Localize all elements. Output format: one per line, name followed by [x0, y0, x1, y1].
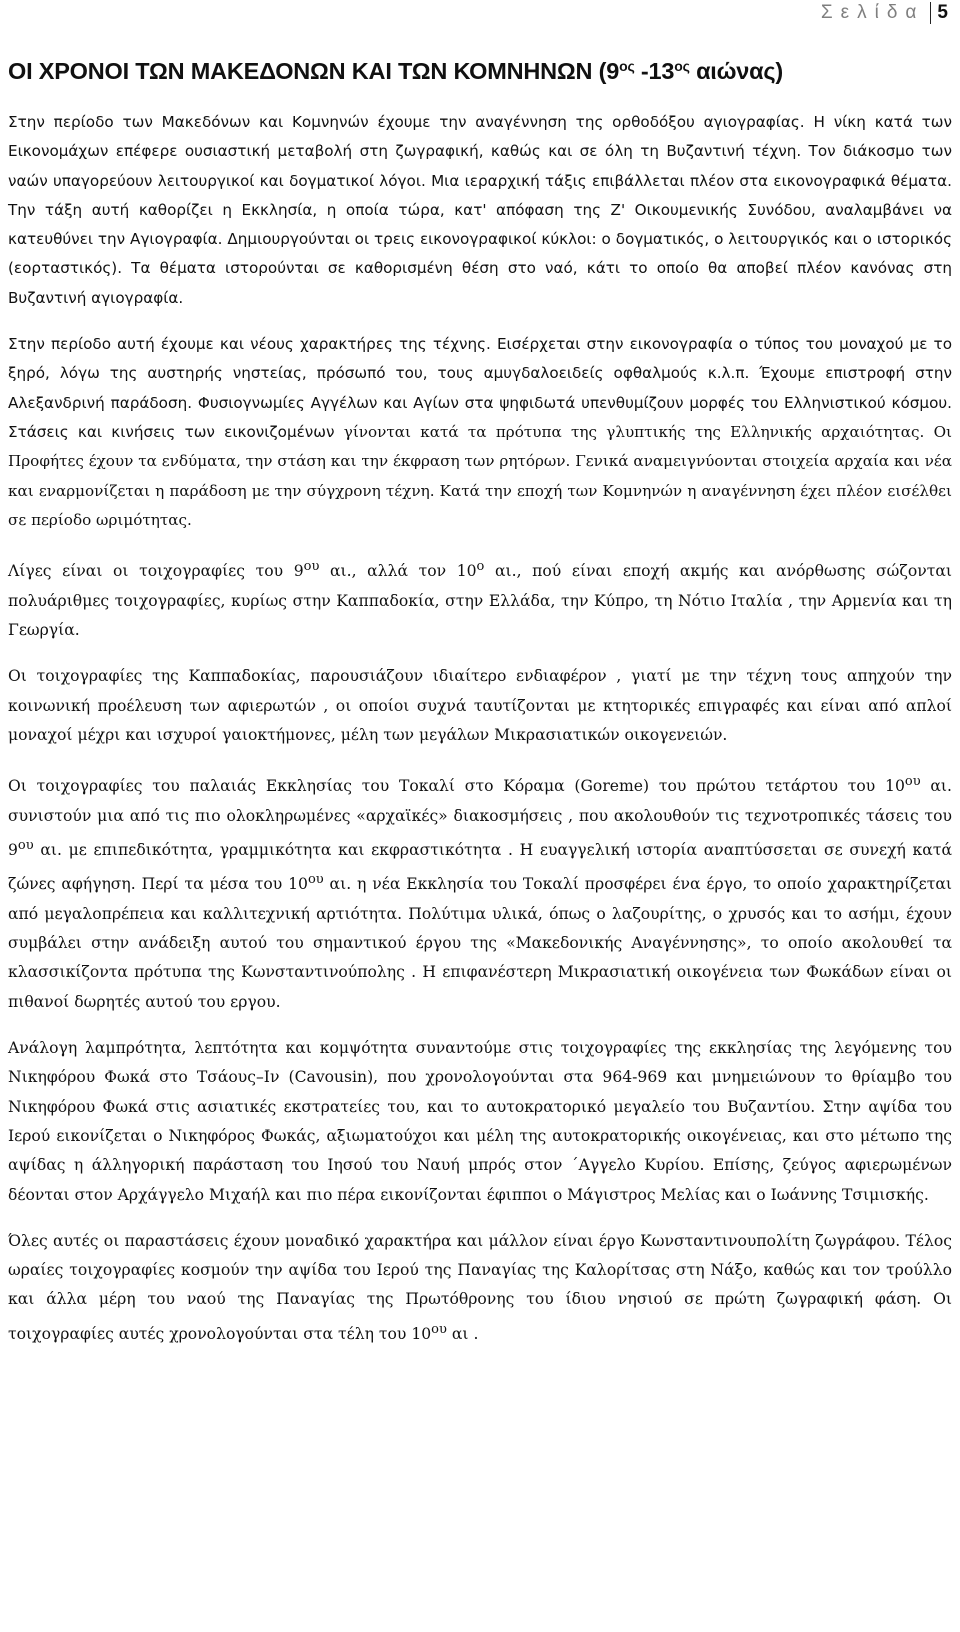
paragraph-text: αι. συνιστούν μια από τις πιο ολοκληρωμένες «αρχαϊκές» διακοσμήσεις , που ακολουθούν τις τεχνοτροπικές τάσεις του 9: [8, 777, 953, 860]
superscript: ο: [476, 559, 485, 575]
paragraph-text: γίνονται κατά τα πρότυπα της γλυπτικής της Ελληνικής αρχαιότητας. Οι Προφήτες έχουν τα ενδύματα, την στάση και την έκφραση των ρητόρων. Γενικά αναμειγνύονται στοιχεία αρχαία και νέα και εναρμονίζεται η παράδοση με την σύγχρονη τέχνη. Κατά την εποχή των Κομνηνών η αναγέννηση έχει πλέον εισέλθει σε περίοδο ωριμότητας.: [8, 422, 952, 529]
paragraph-text: Στην περίοδο αυτή έχουμε και νέους χαρακτήρες της τέχνης. Εισέρχεται στην εικονογραφία ο τύπος του μοναχού με το ξηρό, λόγω της αυστηρής νηστείας, πρόσωπό του, τους αμυγδαλοειδείς οφθαλμούς κ.λ.π. Έχουμε επιστροφή στην Αλεξανδρινή παράδοση. Φυσιογνωμίες Αγγέλων και Αγίων στα ψηφιδωτά υπενθυμίζουν μορφές του Ελληνιστικού κόσμου. Στάσεις και κινήσεις των εικονιζομένων: [8, 335, 952, 441]
paragraph-text: Όλες αυτές οι παραστάσεις έχουν μοναδικό χαρακτήρα και μάλλον είναι έργο Κωνσταντινουπολίτη ζωγράφου. Τέλος ωραίες τοιχογραφίες κοσμούν την αψίδα του Ιερού της Παναγίας της Καλορίτσας στη Νάξο, καθώς και τον τρούλλο και άλλα μέρη του ναού της Παναγίας της Πρωτόθρονης του ίδιου νησιού σε πρώτη ζωγραφική φάση. Οι τοιχογραφίες αυτές χρονολογούνται στα τέλη του 10: [8, 1231, 952, 1343]
document-body: [8, 108, 952, 1366]
header-divider: [930, 2, 931, 24]
paragraph-text: αι .: [446, 1324, 479, 1343]
superscript: ου: [307, 872, 324, 888]
title-superscript: ος: [619, 58, 635, 74]
paragraph-text: Οι τοιχογραφίες του παλαιάς Εκκλησίας του Τοκαλί στο Κόραμα (Goreme) του πρώτου τετάρτου του 10: [8, 777, 905, 796]
paragraph-intro: Στην περίοδο των Μακεδόνων και Κομνηνών έχουμε την αναγέννηση της ορθοδόξου αγιογραφίας. Η νίκη κατά των Εικονομάχων επέφερε ουσιαστική μεταβολή στη ζωγραφική, καθώς και σε όλη τη Βυζαντινή τέχνη. Τον διάκοσμο των ναών υπαγορεύουν λειτουργικοί και δογματικοί λόγοι. Μια ιεραρχική τάξις επιβάλλεται πλέον στα εικονογραφικά θέματα. Την τάξη αυτή καθορίζει η Εκκλησία, η οποία τώρα, κατ' απόφαση της Ζ' Οικουμενικής Συνόδου, αναλαμβάνει να κατευθύνει την Αγιογραφία. Δημιουργούνται οι τρεις εικονογραφικοί κύκλοι: ο δογματικός, ο λειτουργικός και ο ιστορικός (εορταστικός). Τα θέματα ιστορούνται σε καθορισμένη θέση στο ναό, κάτι το οποίο θα αποβεί πλέον κανόνας στη Βυζαντινή αγιογραφία.: [8, 113, 952, 307]
page-header: [821, 2, 948, 24]
superscript: ου: [17, 837, 34, 853]
superscript: ου: [431, 1321, 447, 1337]
paragraph-text: αι., αλλά τον 10: [319, 562, 477, 581]
paragraph-cavousin: Ανάλογη λαμπρότητα, λεπτότητα και κομψότητα συναντούμε στις τοιχογραφίες της εκκλησίας της λεγόμενης του Νικηφόρου Φωκά στο Τσάους–Ιν (Cavousin), που χρονολογούνται στα 964-969 και μνημειώνουν το θρίαμβο του Νικηφόρου Φωκά στις ασιατικές εκστρατείες του, και το αυτοκρατορικό μεγαλείο του Βυζαντίου. Στην αψίδα του Ιερού εικονίζεται ο Νικηφόρος Φωκάς, αξιωματούχοι και μέλη της αυτοκρατορικής οικογένειας, και στο μέτωπο της αψίδας η άλληγορική παράσταση του Ιησού του Ναυή μπρός στον ΄Αγγελο Κυρίου. Επίσης, ζεύγος αφιερωμένων δέονται στον Αρχάγγελο Μιχαήλ και πιο πέρα εικονίζονται έφιπποι ο Μάγιστρος Μελίας και ο Ιωάννης Τσιμισκής.: [8, 1039, 952, 1204]
page-number: 5: [937, 2, 948, 23]
paragraph-tokali: [8, 767, 952, 1017]
paragraph-cappadocia: Οι τοιχογραφίες της Καππαδοκίας, παρουσιάζουν ιδιαίτερο ενδιαφέρον , γιατί με την τέχνη τους απηχούν την κοινωνική προέλευση των αφιερωτών , οι οποίοι συχνά ταυτίζονται με κτητορικές επιγραφές και είναι από απλοί μοναχοί μέχρι και ισχυροί γαιοκτήμονες, μέλη των μεγάλων Μικρασιατικών οικογενειών.: [8, 667, 952, 744]
superscript: ου: [904, 774, 921, 790]
paragraph-text: Λίγες είναι οι τοιχογραφίες του 9: [8, 562, 304, 581]
page-label: Σελίδα: [820, 2, 925, 23]
title-text: ΟΙ ΧΡΟΝΟΙ ΤΩΝ ΜΑΚΕΔΟΝΩΝ ΚΑΙ ΤΩΝ ΚΟΜΝΗΝΩΝ (9: [8, 58, 620, 84]
paragraph-text: αι. η νέα Εκκλησία του Τοκαλί προσφέρει ένα έργο, το οποίο χαρακτηρίζεται από μεγαλοπρέπεια και καλλιτεχνική αρτιότητα. Πολύτιμα υλικά, όπως ο λαζουρίτης, ο χρυσός και το ασήμι, έχουν συμβάλει στην ανάδειξη αυτού του σημαντικού έργου της «Μακεδονικής Αναγέννησης», το οποίο ακολουθεί τα κλασσικίζοντα πρότυπα της Κωνσταντινούπολης . Η επιφανέστερη Μικρασιατική οικογένεια των Φωκάδων είναι οι πιθανοί δωρητές αυτού του εργου.: [8, 875, 952, 1011]
paragraph-frescoes-9th-10th: [8, 552, 952, 645]
title-text: αιώνας): [689, 58, 784, 84]
document-title: [8, 58, 948, 85]
title-text: -13: [634, 58, 675, 84]
paragraph-new-characters: [8, 330, 952, 535]
title-superscript: ος: [674, 58, 690, 74]
superscript: ου: [303, 559, 320, 575]
paragraph-text: αι., πού είναι εποχή ακμής και ανόρθωσης σώζονται πολυάριθμες τοιχογραφίες, κυρίως στην Καππαδοκία, στην Ελλάδα, την Κύπρο, τη Νότιο Ιταλία , την Αρμενία και τη Γεωργία.: [8, 562, 952, 639]
paragraph-naxos: [8, 1227, 952, 1349]
paragraph-text: αι. με επιπεδικότητα, γραμμικότητα και εκφραστικότητα . Η ευαγγελική ιστορία αναπτύσσεται σε συνεχή κατά ζώνες αφήγηση. Περί τα μέσα του 10: [8, 841, 952, 894]
